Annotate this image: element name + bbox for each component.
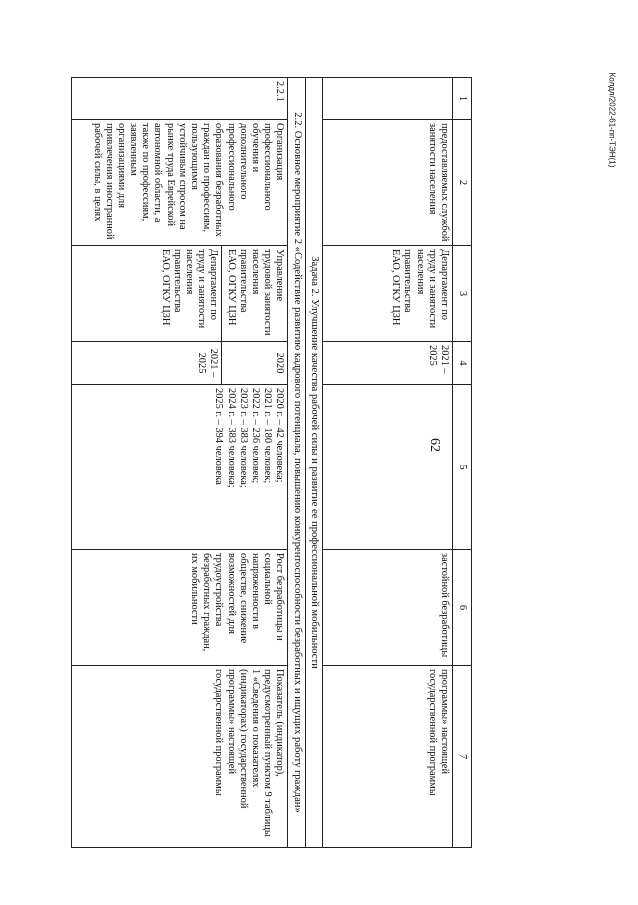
header-col-7: 7 [453,666,472,848]
header-col-1: 1 [453,78,472,120]
document-code: Колдл/2022-61-пп-ТЭН(1) [607,72,617,168]
task-2-heading: Задача 2. Улучшение качества рабочей силы и развитие ее профессиональной мобильности [305,78,322,848]
measures-table [71,77,472,848]
indicator-line: 2025 г. – 394 человека [213,388,225,485]
consequence: Рост безработицы и социальной напряженности в обществе, снижение возможностей для трудоустройства безработных граждан, их мобильности [72,550,288,666]
measure-2-2-heading: 2.2. Основное мероприятие 2 «Содействие развитию кадрового потенциала, повышению конкурентоспособности безработных и ищущих работу граждан» [288,78,305,848]
cont-name: предоставляемых службой занятости населения [323,120,453,246]
header-row [453,78,472,848]
rotated-table-stage [92,77,472,847]
header-col-3: 3 [453,246,472,342]
indicator-link: Показатель (индикатор), предусмотренный пунктом 9 таблицы 1 «Сведения о показателях (индикаторах) государственной программы» настоящей государственной программы [72,666,288,848]
cont-executor: Департамент по труду и занятости населения правительства ЕАО, ОГКУ ЦЗН [323,246,453,342]
row-2-2-1-a [222,78,288,848]
indicator-line: 2020 г. – 42 человека; [274,388,286,483]
indicator-line: 2024 г. – 383 человека; [225,388,237,488]
term-2021-2025: 2021 – 2025 [72,342,222,385]
table-container [92,77,472,847]
indicator-line: 2021 г. – 180 человек; [262,388,274,484]
measure-row [288,78,305,848]
executor-2020: Управление трудовой занятости населения правительства ЕАО, ОГКУ ЦЗН [222,246,288,342]
indicator-values [72,385,288,550]
header-col-2: 2 [453,120,472,246]
task-row [305,78,322,848]
cont-term: 2021 – 2025 [323,342,453,385]
indicator-line: 2022 г. – 236 человек; [249,388,261,484]
continuation-row [323,78,453,848]
executor-2021-2025: Департамент по труду и занятости населения правительства ЕАО, ОГКУ ЦЗН [72,246,222,342]
cont-consequence: застойной безработицы [323,550,453,666]
cont-num [323,78,453,120]
header-col-4: 4 [453,342,472,385]
header-col-5: 5 [453,385,472,550]
header-col-6: 6 [453,550,472,666]
cont-indicator [323,385,453,550]
term-2020: 2020 [222,342,288,385]
page-number: 62 [427,438,442,452]
cont-link: программы» настоящей государственной программы [323,666,453,848]
indicator-line: 2023 г. – 383 человека; [237,388,249,488]
measure-name: Организация профессионального обучения и дополнительного профессионального образования безработных граждан по профессиям, пользующимся устойчивым спросом на рынке труда Еврейской автономной области, а также по профессиям, заявленным организациями для привлечения иностранной рабочей силы, в целях [72,120,288,246]
row-number: 2.2.1 [72,78,288,120]
